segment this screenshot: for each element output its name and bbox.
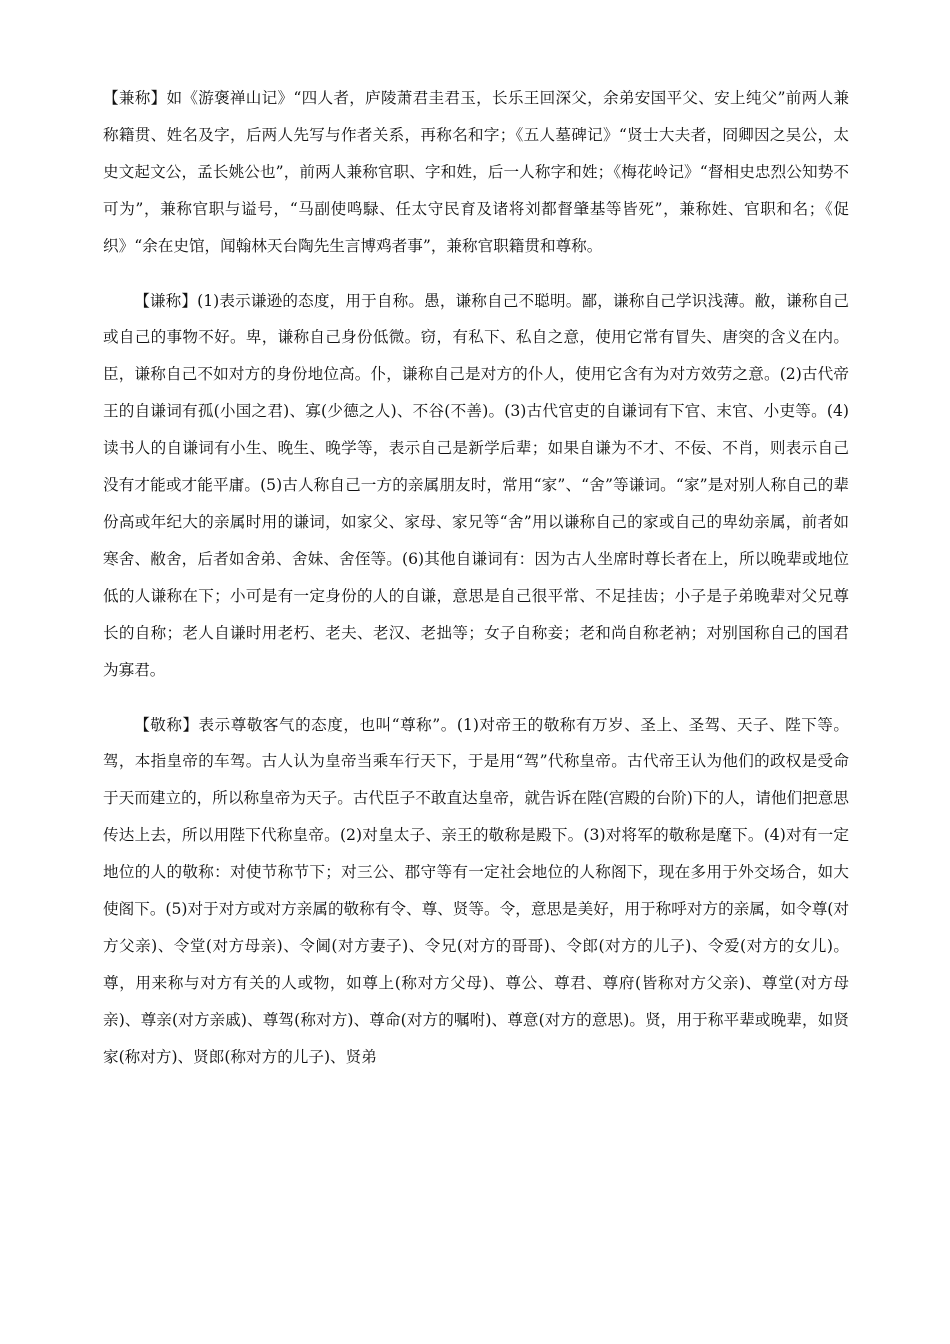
paragraph-jianchen: [103, 80, 849, 265]
paragraph-qianchen: [103, 283, 849, 689]
paragraph-text: (1)表示谦逊的态度，用于自称。愚，谦称自己不聪明。鄙，谦称自己学识浅薄。敝，谦称自己或自己的事物不好。卑，谦称自己身份低微。窃，有私下、私自之意，使用它常有冒失、唐突的含义在内。臣，谦称自己不如对方的身份地位高。仆，谦称自己是对方的仆人，使用它含有为对方效劳之意。(2)古代帝王的自谦词有孤(小国之君)、寡(少德之人)、不谷(不善)。(3)古代官吏的自谦词有下官、末官、小吏等。(4)读书人的自谦词有小生、晚生、晚学等，表示自己是新学后辈；如果自谦为不才、不佞、不肖，则表示自己没有才能或才能平庸。(5)古人称自己一方的亲属朋友时，常用“家”、“舍”等谦词。“家”是对别人称自己的辈份高或年纪大的亲属时用的谦词，如家父、家母、家兄等“舍”用以谦称自己的家或自己的卑幼亲属，前者如寒舍、敝舍，后者如舍弟、舍妹、舍侄等。(6)其他自谦词有：因为古人坐席时尊长者在上，所以晚辈或地位低的人谦称在下；小可是有一定身份的人的自谦，意思是自己很平常、不足挂齿；小子是子弟晚辈对父兄尊长的自称；老人自谦时用老朽、老夫、老汉、老拙等；女子自称妾；老和尚自称老衲；对别国称自己的国君为寡君。: [103, 291, 849, 679]
paragraph-text: 如《游褒禅山记》“四人者，庐陵萧君圭君玉，长乐王回深父，余弟安国平父、安上纯父”前两人兼称籍贯、姓名及字，后两人先写与作者关系，再称名和字；《五人墓碑记》“贤士大夫者，冏卿因之吴公，太史文起文公，孟长姚公也”，前两人兼称官职、字和姓，后一人称字和姓；《梅花岭记》“督相史忠烈公知势不可为”，兼称官职与谥号，“马副使鸣騄、任太守民育及诸将刘都督肇基等皆死”，兼称姓、官职和名；《促织》“余在史馆，闻翰林天台陶先生言博鸡者事”，兼称官职籍贯和尊称。: [103, 89, 849, 255]
paragraph-jingchen: [103, 707, 849, 1076]
term-label: 【敬称】: [134, 715, 199, 734]
paragraph-text: 表示尊敬客气的态度，也叫“尊称”。(1)对帝王的敬称有万岁、圣上、圣驾、天子、陛下等。驾，本指皇帝的车驾。古人认为皇帝当乘车行天下，于是用“驾”代称皇帝。古代帝王认为他们的政权是受命于天而建立的，所以称皇帝为天子。古代臣子不敢直达皇帝，就告诉在陛(宫殿的台阶)下的人，请他们把意思传达上去，所以用陛下代称皇帝。(2)对皇太子、亲王的敬称是殿下。(3)对将军的敬称是麾下。(4)对有一定地位的人的敬称：对使节称节下；对三公、郡守等有一定社会地位的人称阁下，现在多用于外交场合，如大使阁下。(5)对于对方或对方亲属的敬称有令、尊、贤等。令，意思是美好，用于称呼对方的亲属，如令尊(对方父亲)、令堂(对方母亲)、令阃(对方妻子)、令兄(对方的哥哥)、令郎(对方的儿子)、令爱(对方的女儿)。尊，用来称与对方有关的人或物，如尊上(称对方父母)、尊公、尊君、尊府(皆称对方父亲)、尊堂(对方母亲)、尊亲(对方亲戚)、尊驾(称对方)、尊命(对方的嘱咐)、尊意(对方的意思)。贤，用于称平辈或晚辈，如贤家(称对方)、贤郎(称对方的儿子)、贤弟: [103, 715, 849, 1066]
term-label: 【兼称】: [103, 89, 167, 107]
document-page: [103, 80, 849, 1076]
term-label: 【谦称】: [134, 291, 198, 310]
